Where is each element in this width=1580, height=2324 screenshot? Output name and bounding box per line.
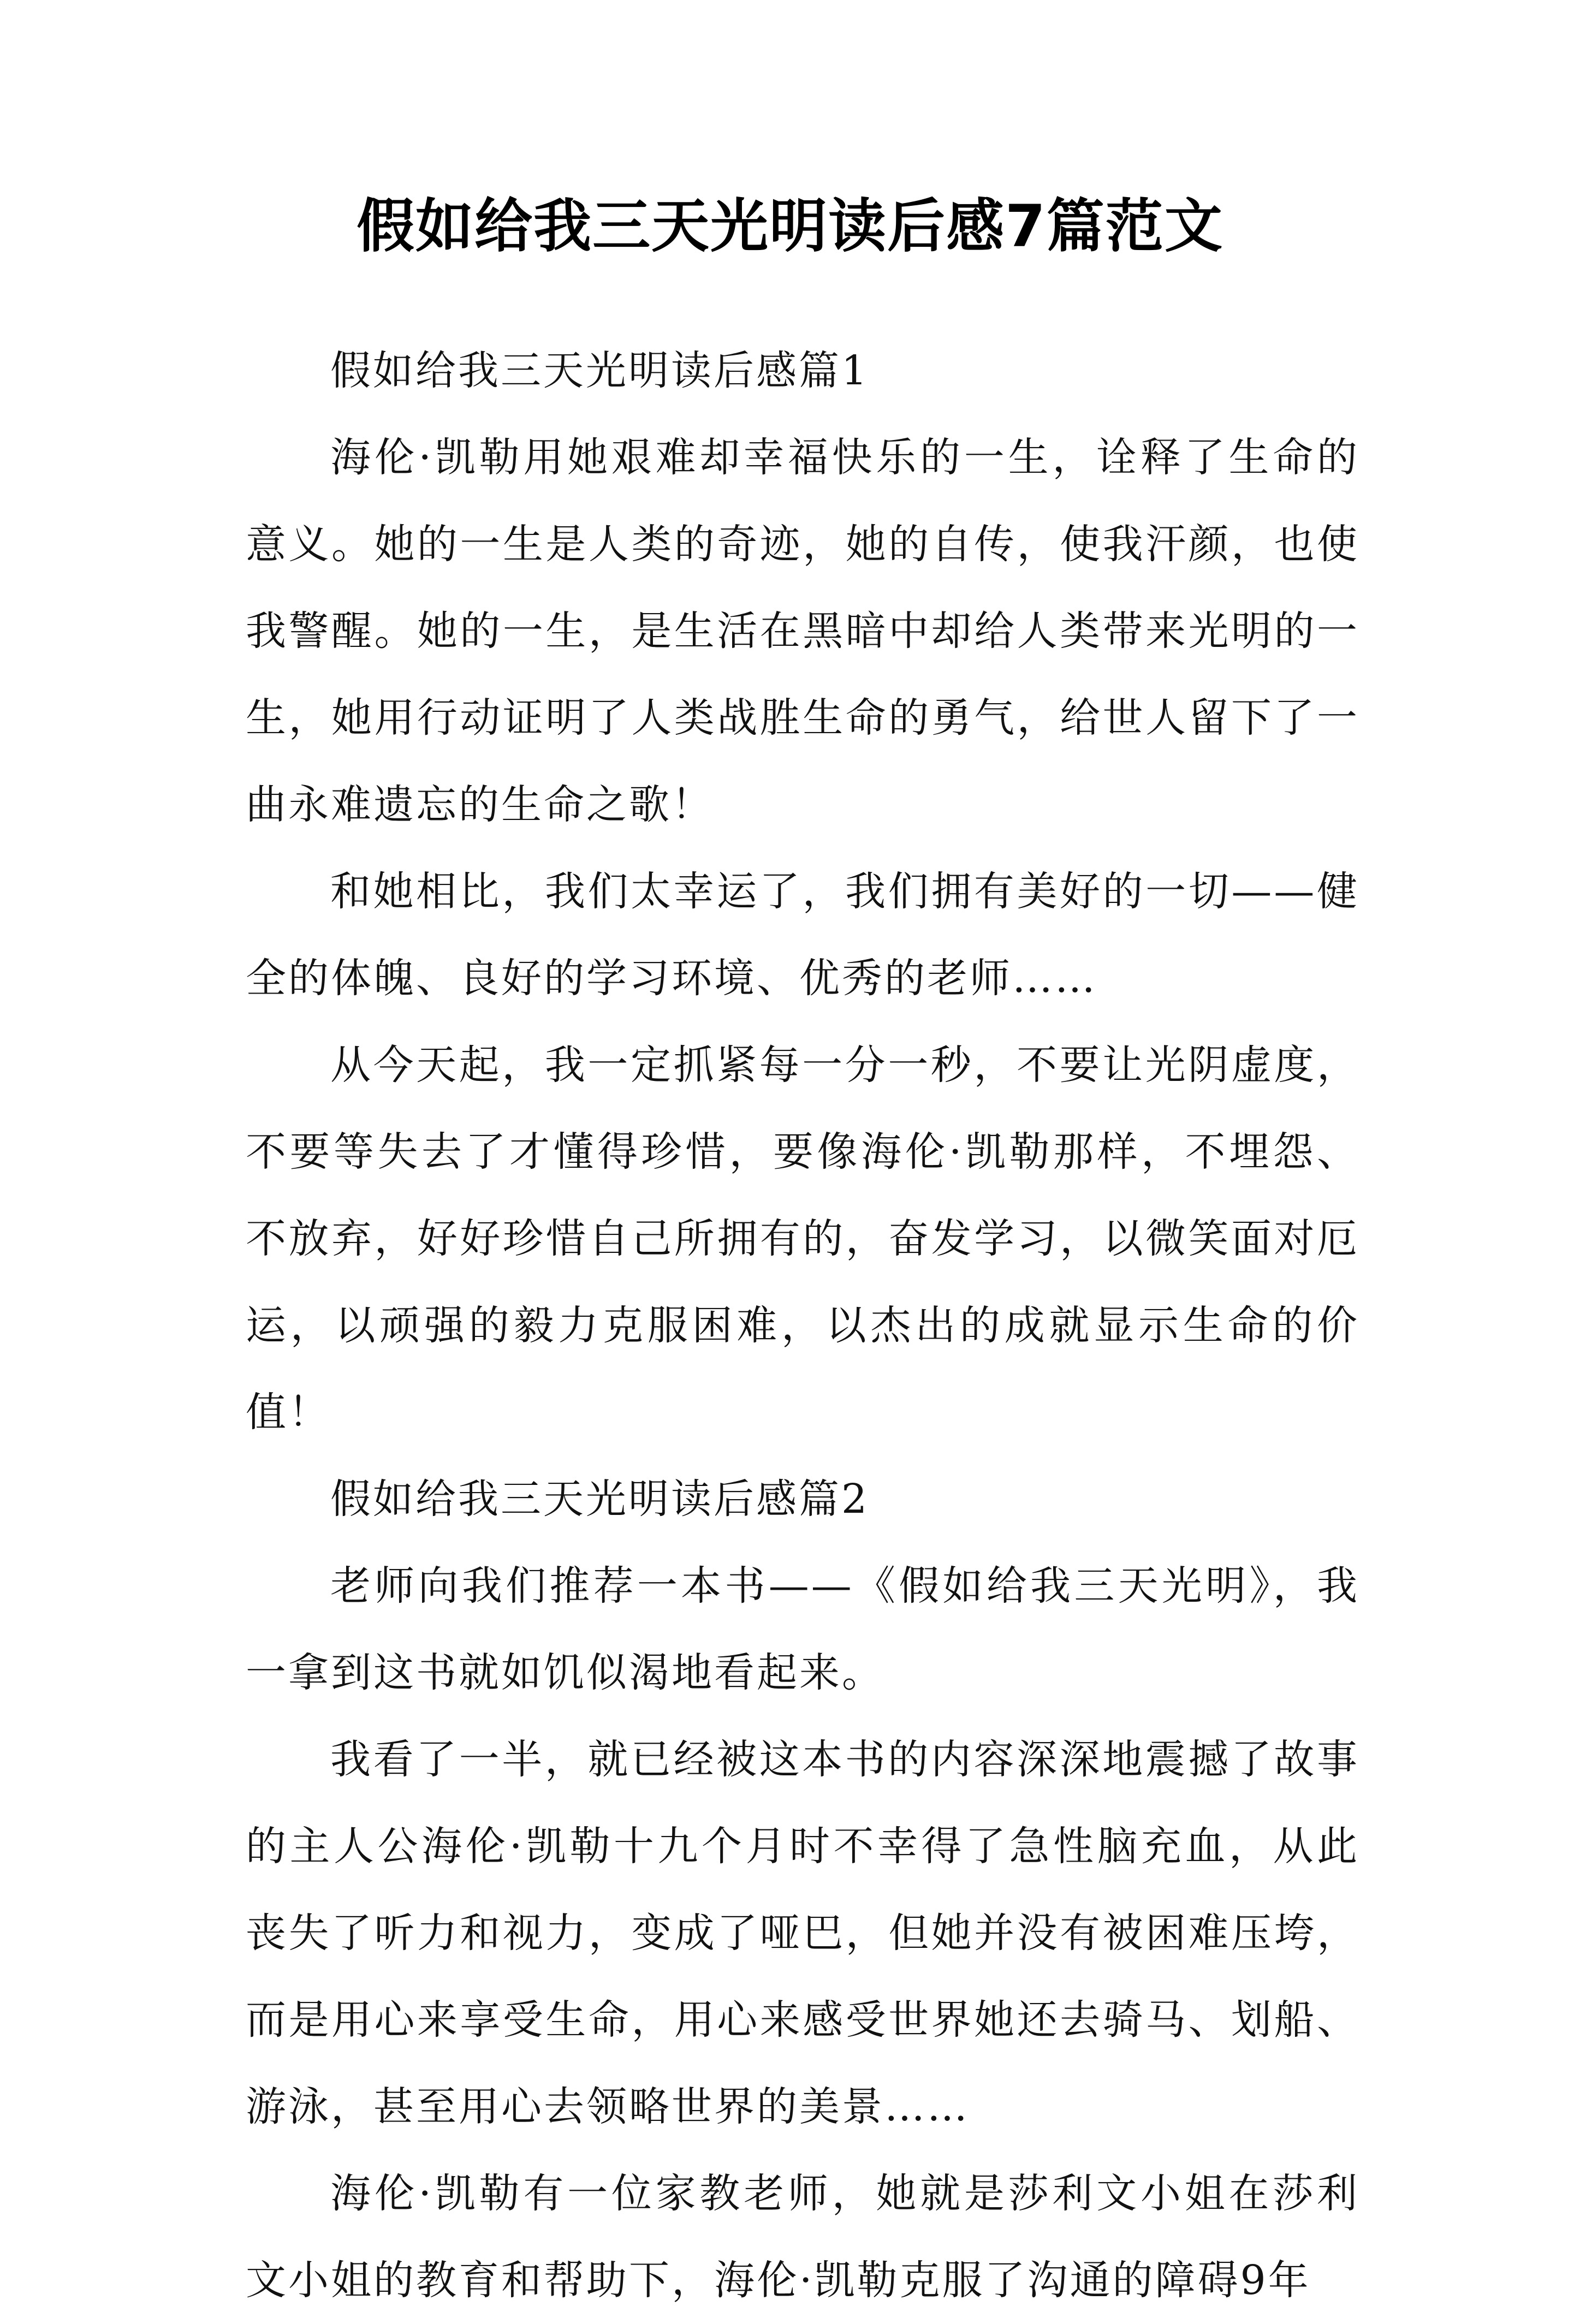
document-body <box>246 328 1359 2324</box>
document-title: 假如给我三天光明读后感7篇范文 <box>357 193 1223 260</box>
section-heading-2: 假如给我三天光明读后感篇2 <box>330 1476 870 1523</box>
paragraph: 海伦·凯勒有一位家教老师，她就是莎利文小姐在莎利文小姐的教育和帮助下，海伦·凯勒克服了沟通的障碍9年 <box>246 2170 1359 2304</box>
section-heading-1: 假如给我三天光明读后感篇1 <box>330 347 870 394</box>
paragraph: 老师向我们推荐一本书——《假如给我三天光明》，我一拿到这书就如饥似渴地看起来。 <box>246 1562 1359 1696</box>
paragraph: 我看了一半，就已经被这本书的内容深深地震撼了故事的主人公海伦·凯勒十九个月时不幸得了急性脑充血，从此丧失了听力和视力，变成了哑巴，但她并没有被困难压垮，而是用心来享受生命，用心来感受世界她还去骑马、划船、游泳，甚至用心去领略世界的美景…… <box>246 1736 1359 2130</box>
paragraph: 海伦·凯勒用她艰难却幸福快乐的一生，诠释了生命的意义。她的一生是人类的奇迹，她的自传，使我汗颜，也使我警醒。她的一生，是生活在黑暗中却给人类带来光明的一生，她用行动证明了人类战胜生命的勇气，给世人留下了一曲永难遗忘的生命之歌！ <box>246 434 1359 828</box>
paragraph: 从今天起，我一定抓紧每一分一秒，不要让光阴虚度，不要等失去了才懂得珍惜，要像海伦·凯勒那样，不埋怨、不放弃，好好珍惜自己所拥有的，奋发学习，以微笑面对厄运，以顽强的毅力克服困难，以杰出的成就显示生命的价值！ <box>246 1042 1359 1436</box>
paragraph: 和她相比，我们太幸运了，我们拥有美好的一切——健全的体魄、良好的学习环境、优秀的老师…… <box>246 868 1359 1002</box>
